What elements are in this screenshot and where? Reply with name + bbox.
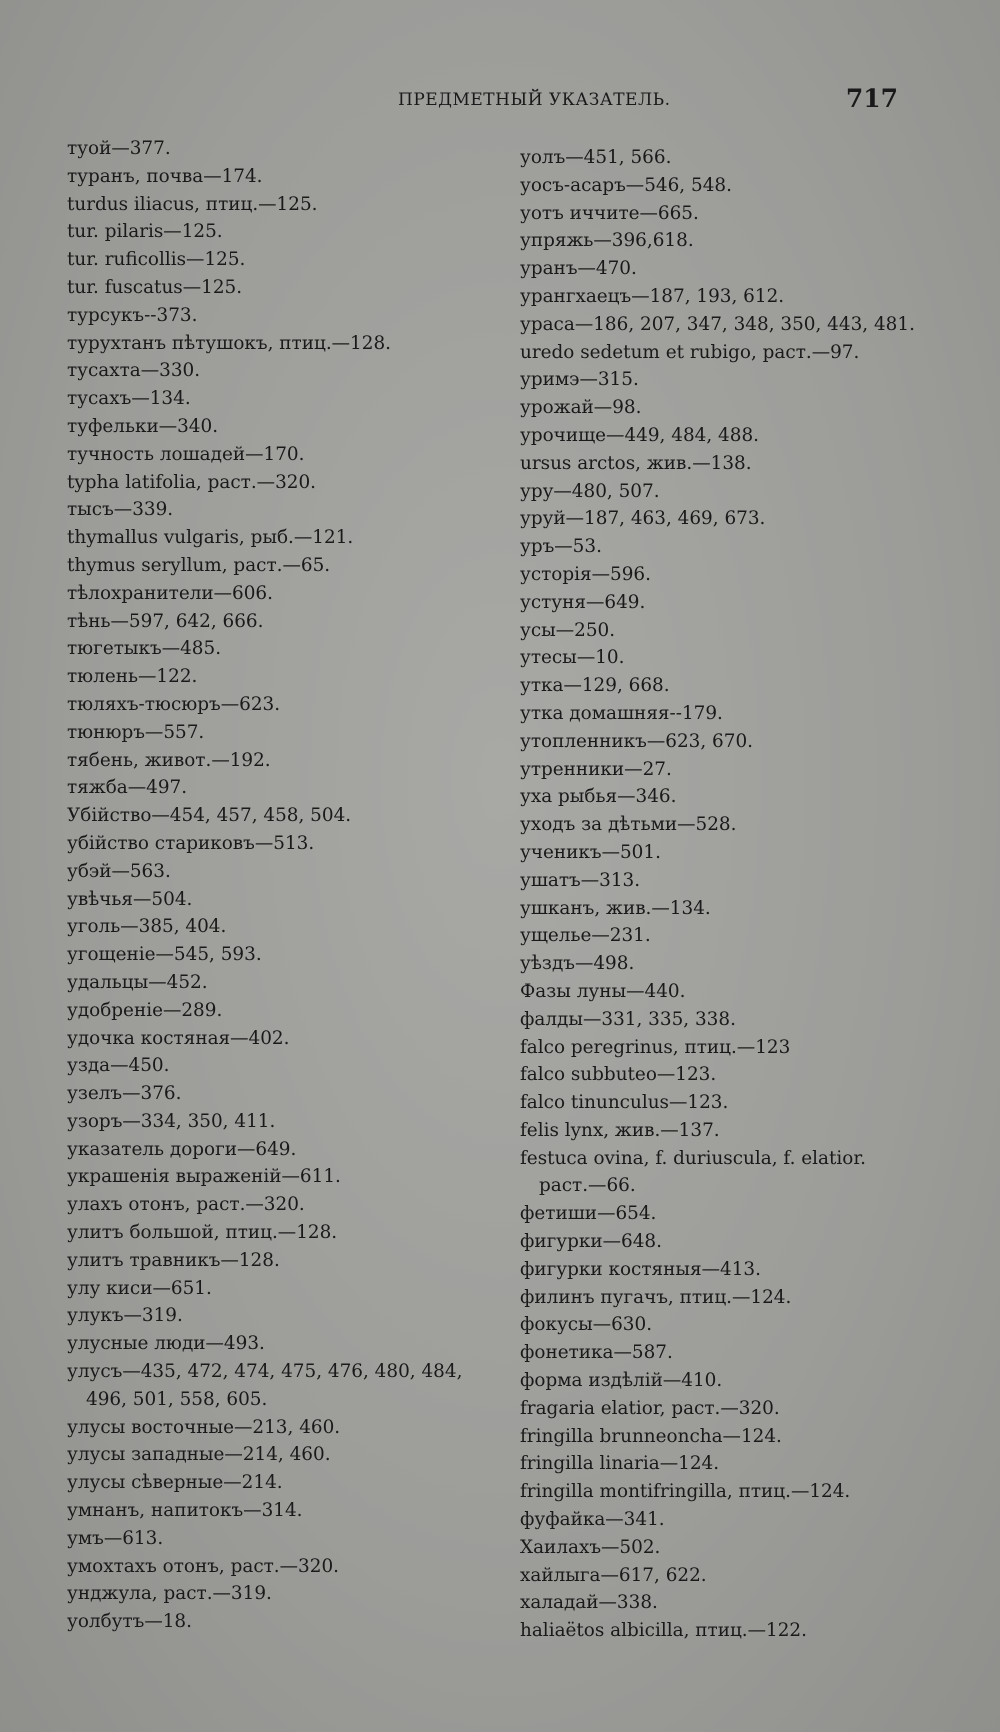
index-entry: утка—129, 668. [520, 675, 670, 697]
index-entry: урангхаецъ—187, 193, 612. [520, 285, 785, 307]
index-entry: felis lynx, жив.—137. [520, 1119, 720, 1141]
page-header [0, 84, 1000, 124]
index-entry: туфельки—340. [67, 415, 219, 437]
index-entry: урожай—98. [520, 397, 642, 419]
index-entry: улусные люди—493. [67, 1333, 265, 1355]
index-entry: улитъ травникъ—128. [67, 1249, 280, 1271]
index-entry: утренники—27. [520, 758, 672, 780]
index-entry: туранъ, почва—174. [67, 165, 263, 187]
index-entry: фокусы—630. [520, 1314, 653, 1336]
index-entry: уруй—187, 463, 469, 673. [520, 508, 766, 530]
index-entry: тысъ—339. [67, 499, 174, 521]
index-entry: tur. fuscatus—125. [67, 276, 243, 298]
index-entry: улукъ—319. [67, 1305, 183, 1327]
index-entry: уранъ—470. [520, 258, 637, 280]
index-entry: festuca ovina, f. duriuscula, f. elatior. [520, 1147, 866, 1169]
index-entry: тюляхъ-тюсюръ—623. [67, 693, 281, 715]
index-entry: улусы сѣверные—214. [67, 1472, 283, 1494]
index-entry: указатель дороги—649. [67, 1138, 297, 1160]
page-number: 717 [845, 84, 898, 113]
index-entry: улусъ—435, 472, 474, 475, 476, 480, 484, [67, 1361, 463, 1383]
index-entry: thymus seryllum, раст.—65. [67, 554, 331, 576]
index-entry: усторія—596. [520, 563, 651, 585]
index-entry: фуфайка—341. [520, 1509, 665, 1531]
index-entry: уходъ за дѣтьми—528. [520, 814, 737, 836]
index-entry: туой—377. [67, 138, 171, 159]
index-entry: уру—480, 507. [520, 480, 660, 502]
index-entry: уолбутъ—18. [67, 1611, 192, 1633]
index-entry: усы—250. [520, 619, 616, 641]
index-entry: тюлень—122. [67, 666, 198, 688]
index-entry: тучность лошадей—170. [67, 443, 305, 465]
index-entry: раст.—66. [539, 1175, 636, 1197]
index-entry: узелъ—376. [67, 1083, 182, 1105]
index-entry: turdus iliacus, птиц.—125. [67, 193, 318, 215]
index-entry: уѣздъ—498. [520, 953, 635, 975]
index-entry: тяжба—497. [67, 777, 188, 799]
index-entry: форма издѣлій—410. [520, 1370, 723, 1392]
running-title: ПРЕДМЕТНЫЙ УКАЗАТЕЛЬ. [398, 90, 671, 110]
index-entry: falco subbuteo—123. [520, 1064, 717, 1086]
index-entry: Фазы луны—440. [520, 980, 686, 1002]
index-entry: убэй—563. [67, 860, 171, 882]
index-column-right [520, 144, 950, 1645]
index-entry: хайлыга—617, 622. [520, 1564, 707, 1586]
index-entry: falco tinunculus—123. [520, 1092, 729, 1114]
index-entry: улитъ большой, птиц.—128. [67, 1222, 338, 1244]
index-entry: уримэ—315. [520, 369, 639, 391]
index-entry: ушканъ, жив.—134. [520, 897, 711, 919]
index-entry: халадай—338. [520, 1592, 658, 1614]
index-entry: утка домашняя--179. [520, 702, 723, 724]
index-entry: thymallus vulgaris, рыб.—121. [67, 527, 354, 549]
index-entry: Убійство—454, 457, 458, 504. [67, 805, 352, 827]
index-entry: турухтанъ пѣтушокъ, птиц.—128. [67, 332, 392, 354]
index-entry: уосъ-асаръ—546, 548. [520, 174, 732, 196]
index-entry: уголь—385, 404. [67, 916, 227, 938]
index-entry: uredo sedetum et rubigo, раст.—97. [520, 341, 860, 363]
index-entry: 496, 501, 558, 605. [86, 1388, 268, 1410]
index-entry: ушатъ—313. [520, 869, 641, 891]
index-column-left [67, 135, 497, 1636]
index-entry: улу киси—651. [67, 1277, 212, 1299]
index-entry: тусахта—330. [67, 360, 201, 382]
index-entry: фигурки—648. [520, 1231, 662, 1253]
index-entry: ursus arctos, жив.—138. [520, 452, 752, 474]
index-entry: tur. pilaris—125. [67, 221, 223, 243]
index-entry: фетиши—654. [520, 1203, 657, 1225]
index-entry: тюнюръ—557. [67, 721, 205, 743]
index-entry: фалды—331, 335, 338. [520, 1008, 736, 1030]
index-entry: филинъ пугачъ, птиц.—124. [520, 1286, 792, 1308]
index-entry: тябень, живот.—192. [67, 749, 271, 771]
index-entry: typha latifolia, раст.—320. [67, 471, 317, 493]
index-entry: уотъ иччите—665. [520, 202, 699, 224]
index-entry: тѣнь—597, 642, 666. [67, 610, 264, 632]
index-entry: уолъ—451, 566. [520, 147, 672, 168]
index-entry: устуня—649. [520, 591, 646, 613]
index-entry: убійство стариковъ—513. [67, 832, 315, 854]
index-entry: уръ—53. [520, 536, 602, 558]
index-entry: утопленникъ—623, 670. [520, 730, 753, 752]
index-entry: falco peregrinus, птиц.—123 [520, 1036, 791, 1058]
index-entry: улахъ отонъ, раст.—320. [67, 1194, 305, 1216]
index-entry: удальцы—452. [67, 971, 208, 993]
index-entry: узоръ—334, 350, 411. [67, 1110, 276, 1132]
index-entry: тюгетыкъ—485. [67, 638, 222, 660]
index-entry: умъ—613. [67, 1527, 164, 1549]
index-entry: унджула, раст.—319. [67, 1583, 272, 1605]
index-entry: ущелье—231. [520, 925, 651, 947]
index-entry: угощеніе—545, 593. [67, 944, 262, 966]
index-entry: узда—450. [67, 1055, 170, 1077]
index-entry: турсукъ--373. [67, 304, 198, 326]
index-entry: fringilla linaria—124. [520, 1453, 720, 1475]
index-entry: тѣлохранители—606. [67, 582, 273, 604]
index-entry: haliaëtos albicilla, птиц.—122. [520, 1620, 807, 1642]
index-entry: умнанъ, напитокъ—314. [67, 1500, 303, 1522]
index-entry: улусы восточные—213, 460. [67, 1416, 341, 1438]
index-entry: tur. ruficollis—125. [67, 249, 246, 271]
index-entry: умохтахъ отонъ, раст.—320. [67, 1555, 339, 1577]
index-entry: уха рыбья—346. [520, 786, 677, 808]
index-entry: фонетика—587. [520, 1342, 673, 1364]
index-entry: украшенія выраженій—611. [67, 1166, 341, 1188]
index-entry: ураса—186, 207, 347, 348, 350, 443, 481. [520, 313, 915, 335]
index-entry: Хаилахъ—502. [520, 1536, 661, 1558]
index-entry: fringilla brunneoncha—124. [520, 1425, 782, 1447]
index-entry: фигурки костяныя—413. [520, 1258, 761, 1280]
index-entry: fragaria elatior, раст.—320. [520, 1397, 780, 1419]
index-entry: удочка костяная—402. [67, 1027, 290, 1049]
index-entry: fringilla montifringilla, птиц.—124. [520, 1481, 851, 1503]
index-entry: урочище—449, 484, 488. [520, 424, 759, 446]
index-entry: удобреніе—289. [67, 999, 223, 1021]
index-entry: ученикъ—501. [520, 841, 661, 863]
index-entry: утесы—10. [520, 647, 625, 669]
index-entry: упряжь—396,618. [520, 230, 694, 252]
index-entry: улусы западные—214, 460. [67, 1444, 331, 1466]
index-entry: тусахъ—134. [67, 388, 191, 410]
index-entry: увѣчья—504. [67, 888, 193, 910]
